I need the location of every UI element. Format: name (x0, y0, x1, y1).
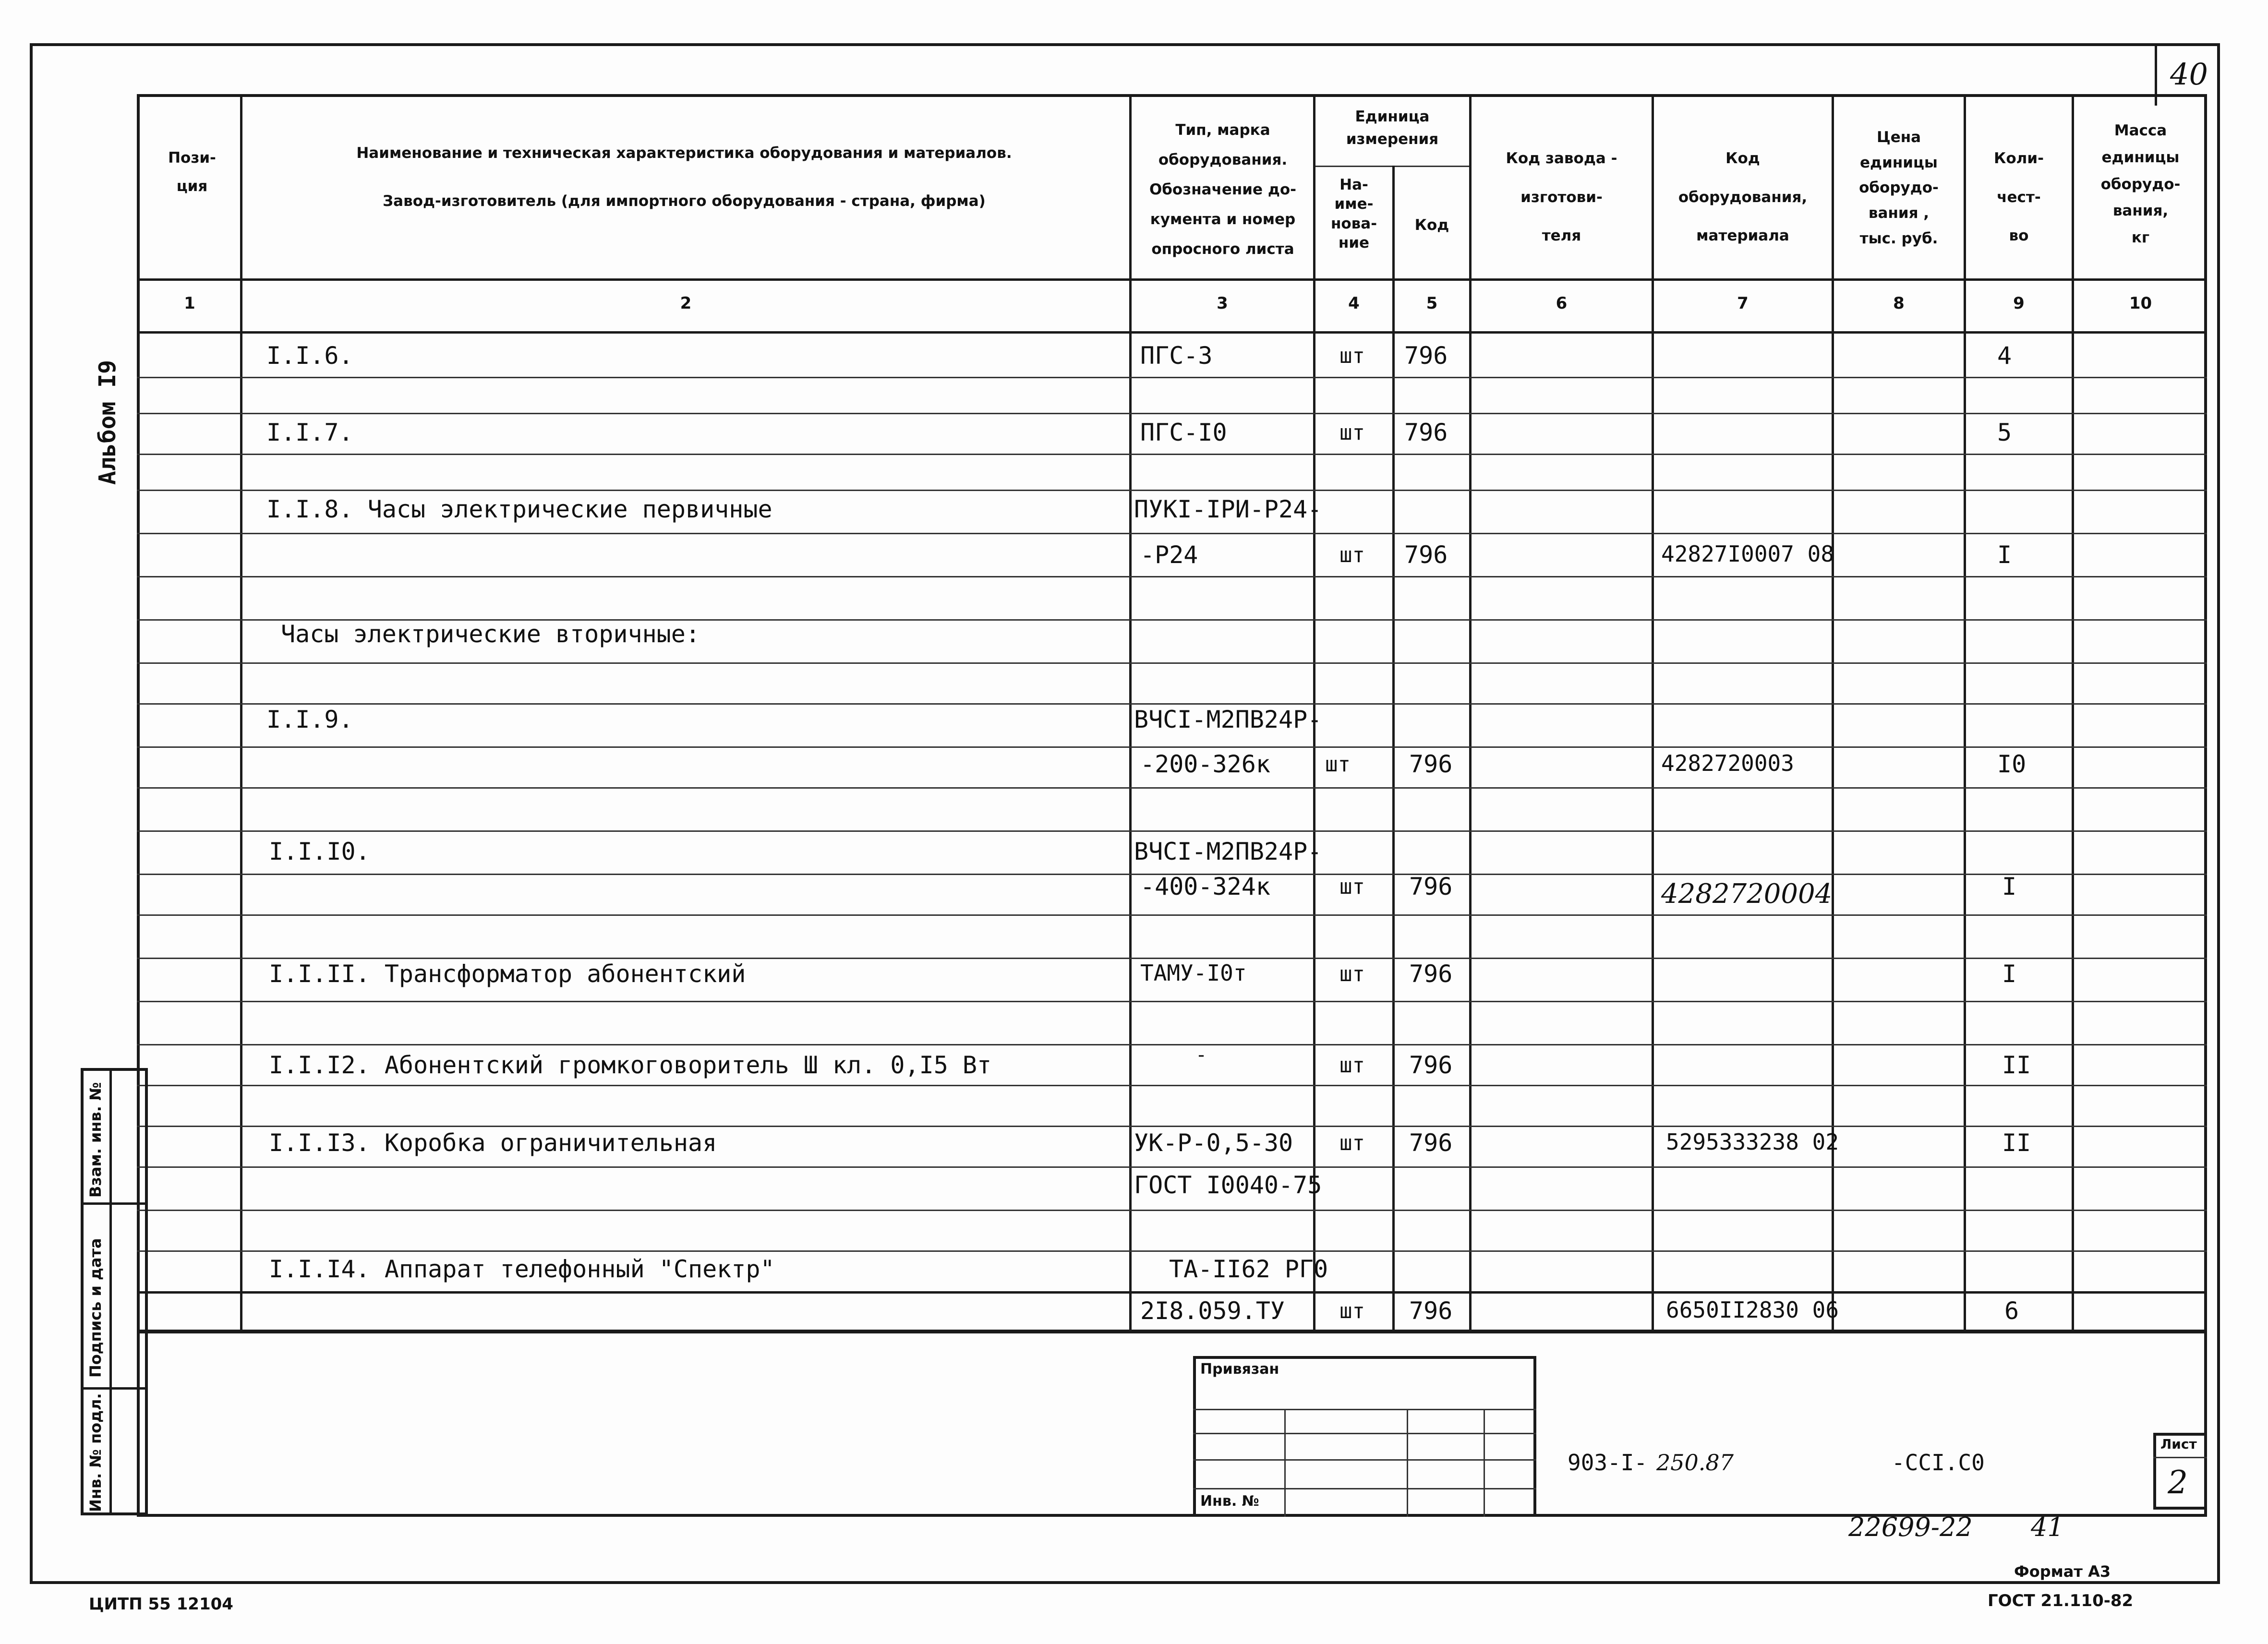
colnum-2: 2 (680, 294, 692, 313)
row-line (137, 1210, 2207, 1211)
archive-number: 22699-22 (1848, 1512, 1973, 1542)
row-name: I.I.9. (266, 706, 353, 733)
col-line-2 (1129, 94, 1132, 1333)
row-type: ПГС-3 (1140, 342, 1213, 370)
row-type: -200-326к (1140, 750, 1270, 778)
header-name-line2: Завод-изготовитель (для импортного оборудования - страна, фирма) (383, 192, 986, 210)
row-name: I.I.I2. Абонентский громкоговоритель Ш кл. 0,I5 Вт (269, 1051, 992, 1079)
row-type: ГОСТ I0040-75 (1134, 1171, 1322, 1199)
row-line (137, 1166, 2207, 1168)
row-type: ТАМУ-I0т (1140, 960, 1247, 986)
row-code: 796 (1409, 1129, 1453, 1157)
doc-code-handwritten: 250.87 (1656, 1450, 1734, 1476)
row-type: 2I8.059.ТУ (1140, 1297, 1285, 1325)
header-price: Цена единицы оборудо- вания , тыс. руб. (1859, 129, 1939, 247)
row-unit: шт (1339, 1053, 1365, 1078)
row-line (137, 576, 2207, 577)
row-code: 796 (1404, 342, 1448, 370)
privyazan-col (1484, 1409, 1485, 1517)
row-unit: шт (1339, 1299, 1365, 1323)
row-code: 796 (1409, 1297, 1453, 1325)
row-type: ВЧСI-М2ПВ24Р- (1134, 838, 1322, 865)
row-type: ТА-II62 РГ0 (1169, 1255, 1328, 1283)
row-line (137, 958, 2207, 959)
row-code: 796 (1409, 750, 1453, 778)
row-unit: шт (1339, 1131, 1365, 1155)
row-eqcode: 4282720003 (1661, 750, 1794, 776)
cipt-label: ЦИТП 55 12104 (89, 1595, 233, 1614)
row-name: I.I.I4. Аппарат телефонный "Спектр" (269, 1255, 775, 1283)
row-line (137, 914, 2207, 916)
row-unit: шт (1339, 875, 1365, 899)
doc-code-suffix: -CCI.C0 (1892, 1450, 1985, 1476)
album-label: Альбом I9 (94, 360, 121, 485)
colnum-8: 8 (1893, 294, 1905, 313)
row-code: 796 (1409, 873, 1453, 900)
archive-page: 41 (2031, 1512, 2064, 1542)
row-qty: I (2002, 873, 2017, 900)
inv-no-label: Инв. № (1200, 1493, 1259, 1510)
row-line (137, 1250, 2207, 1252)
row-code: 796 (1409, 1051, 1453, 1079)
side-stamp-row (81, 1202, 148, 1205)
table-body-bottom (137, 1291, 2207, 1294)
format-label: Формат А3 (2014, 1562, 2111, 1581)
row-type: ПУКI-IРИ-Р24- (1134, 495, 1322, 523)
colnum-3: 3 (1217, 294, 1228, 313)
header-bottom-line (137, 278, 2207, 281)
row-unit: шт (1325, 752, 1351, 777)
row-eqcode: 6650II2830 06 (1666, 1297, 1839, 1323)
row-line (137, 413, 2207, 414)
row-eqcode-handwritten: 4282720004 (1661, 878, 1833, 910)
header-type: Тип, марка оборудования. Обозначение до- кумента и номер опросного листа (1149, 121, 1297, 258)
row-line (137, 1044, 2207, 1045)
row-name: I.I.6. (266, 342, 353, 370)
row-line (137, 490, 2207, 491)
side-stamp-vzam: Взам. инв. № (86, 1082, 105, 1198)
col-line-9 (2072, 94, 2074, 1333)
row-type: ВЧСI-М2ПВ24Р- (1134, 706, 1322, 733)
row-type: УК-Р-0,5-30 (1134, 1129, 1293, 1157)
header-unit-code: Код (1414, 216, 1449, 234)
row-name: I.I.I3. Коробка ограничительная (269, 1129, 717, 1157)
row-name: Часы электрические вторичные: (281, 620, 700, 648)
row-type: ПГС-I0 (1140, 419, 1227, 446)
list-label: Лист (2160, 1436, 2197, 1452)
header-equipment-code: Код оборудования, материала (1678, 150, 1808, 245)
colnum-7: 7 (1737, 294, 1749, 313)
title-block (137, 1330, 2207, 1517)
row-qty: II (2002, 1129, 2031, 1157)
side-stamp-divider (109, 1068, 112, 1515)
colnum-9: 9 (2013, 294, 2025, 313)
row-line (137, 533, 2207, 534)
row-line (137, 1085, 2207, 1086)
row-line (137, 1001, 2207, 1002)
header-quantity: Коли- чест- во (1994, 150, 2044, 245)
side-stamp-podpis: Подпись и дата (86, 1238, 105, 1378)
doc-code-prefix: 903-I- (1568, 1450, 1648, 1476)
colnum-1: 1 (184, 294, 195, 313)
header-name-line1: Наименование и техническая характеристика оборудования и материалов. (356, 144, 1012, 162)
col-line-5 (1469, 94, 1472, 1333)
row-qty: I (1997, 541, 2012, 569)
col-line-6 (1652, 94, 1654, 1333)
privyazan-col (1407, 1409, 1408, 1517)
row-unit: шт (1339, 344, 1365, 368)
row-qty: I (2002, 960, 2017, 988)
gost-label: ГОСТ 21.110-82 (1988, 1591, 2134, 1610)
row-type: - (1195, 1044, 1207, 1066)
row-code: 796 (1404, 541, 1448, 569)
colnum-6: 6 (1556, 294, 1568, 313)
list-box-divider (2153, 1457, 2207, 1458)
row-eqcode: 5295333238 02 (1666, 1129, 1839, 1155)
row-line (137, 703, 2207, 705)
row-qty: II (2002, 1051, 2031, 1079)
side-stamp-inv-podl: Инв. № подл. (86, 1393, 105, 1512)
col-line-4 (1392, 166, 1395, 1333)
row-line (137, 1126, 2207, 1127)
row-type: -400-324к (1140, 873, 1270, 900)
row-name: I.I.I0. (269, 838, 370, 865)
row-type: -Р24 (1140, 541, 1198, 569)
col-line-8 (1964, 94, 1966, 1333)
row-unit: шт (1339, 420, 1365, 445)
row-line (137, 746, 2207, 748)
row-qty: I0 (1997, 750, 2027, 778)
header-unit-group: Единица измерения (1346, 108, 1439, 148)
row-unit: шт (1339, 543, 1365, 567)
row-line (137, 787, 2207, 789)
header-position: Пози- ция (168, 149, 216, 195)
list-number: 2 (2168, 1464, 2188, 1501)
row-line (137, 830, 2207, 832)
row-code: 796 (1409, 960, 1453, 988)
col-line-1 (240, 94, 242, 1333)
row-name: I.I.8. Часы электрические первичные (266, 495, 772, 523)
unit-group-divider (1313, 166, 1469, 167)
row-qty: 5 (1997, 419, 2012, 446)
row-qty: 6 (2004, 1297, 2019, 1325)
colnum-5: 5 (1426, 294, 1438, 313)
sheet-corner-number: 40 (2170, 57, 2208, 92)
header-factory-code: Код завода - изготови- теля (1506, 150, 1617, 245)
row-line (137, 454, 2207, 455)
header-unit-name: На- име- нова- ние (1330, 176, 1377, 252)
row-eqcode: 42827I0007 08 (1661, 541, 1834, 567)
row-line (137, 377, 2207, 378)
row-qty: 4 (1997, 342, 2012, 370)
row-name: I.I.II. Трансформатор абонентский (269, 960, 746, 988)
colnum-4: 4 (1348, 294, 1360, 313)
privyazan-label: Привязан (1200, 1361, 1279, 1378)
colnum-bottom-line (137, 331, 2207, 334)
header-mass: Масса единицы оборудо- вания, кг (2100, 122, 2181, 247)
row-unit: шт (1339, 962, 1365, 986)
row-code: 796 (1404, 419, 1448, 446)
privyazan-col (1284, 1409, 1286, 1517)
row-name: I.I.7. (266, 419, 353, 446)
colnum-10: 10 (2129, 294, 2152, 313)
row-line (137, 662, 2207, 664)
